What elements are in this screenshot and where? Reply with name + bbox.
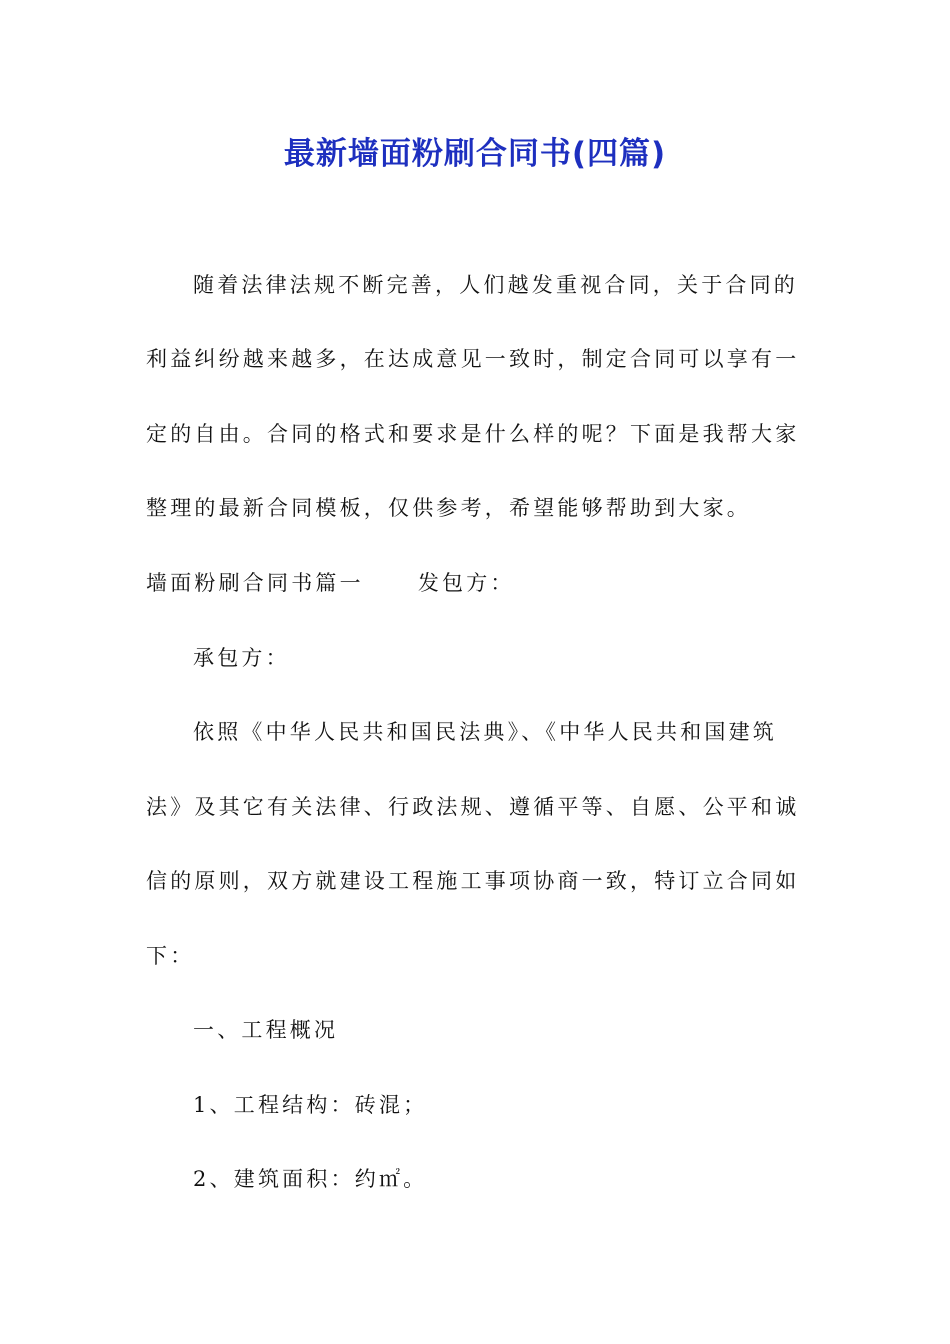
- overview-heading: 一、工程概况: [193, 1018, 339, 1042]
- basis-line-4: 下：: [146, 944, 195, 968]
- intro-line-4: 整理的最新合同模板，仅供参考，希望能够帮助到大家。: [146, 496, 751, 520]
- intro-line-2: 利益纠纷越来越多，在达成意见一致时，制定合同可以享有一: [146, 347, 800, 371]
- section-heading-line: [146, 568, 806, 598]
- basis-line-3: 信的原则，双方就建设工程施工事项协商一致，特订立合同如: [146, 869, 800, 893]
- intro-line-3: 定的自由。合同的格式和要求是什么样的呢？下面是我帮大家: [146, 422, 800, 446]
- basis-line-2: 法》及其它有关法律、行政法规、遵循平等、自愿、公平和诚: [146, 795, 800, 819]
- basis-line-1: 依照《中华人民共和国民法典》、《中华人民共和国建筑: [193, 720, 777, 744]
- overview-item-2: 2、建筑面积：约㎡。: [193, 1167, 428, 1191]
- section-heading: 墙面粉刷合同书篇一: [146, 571, 364, 595]
- document-title: 最新墙面粉刷合同书(四篇): [283, 136, 667, 172]
- party-b-label: 承包方：: [193, 646, 290, 670]
- party-a-label: 发包方：: [417, 571, 515, 595]
- intro-line-1: 随着法律法规不断完善，人们越发重视合同，关于合同的: [193, 273, 798, 297]
- overview-item-1: 1、工程结构：砖混；: [193, 1093, 428, 1117]
